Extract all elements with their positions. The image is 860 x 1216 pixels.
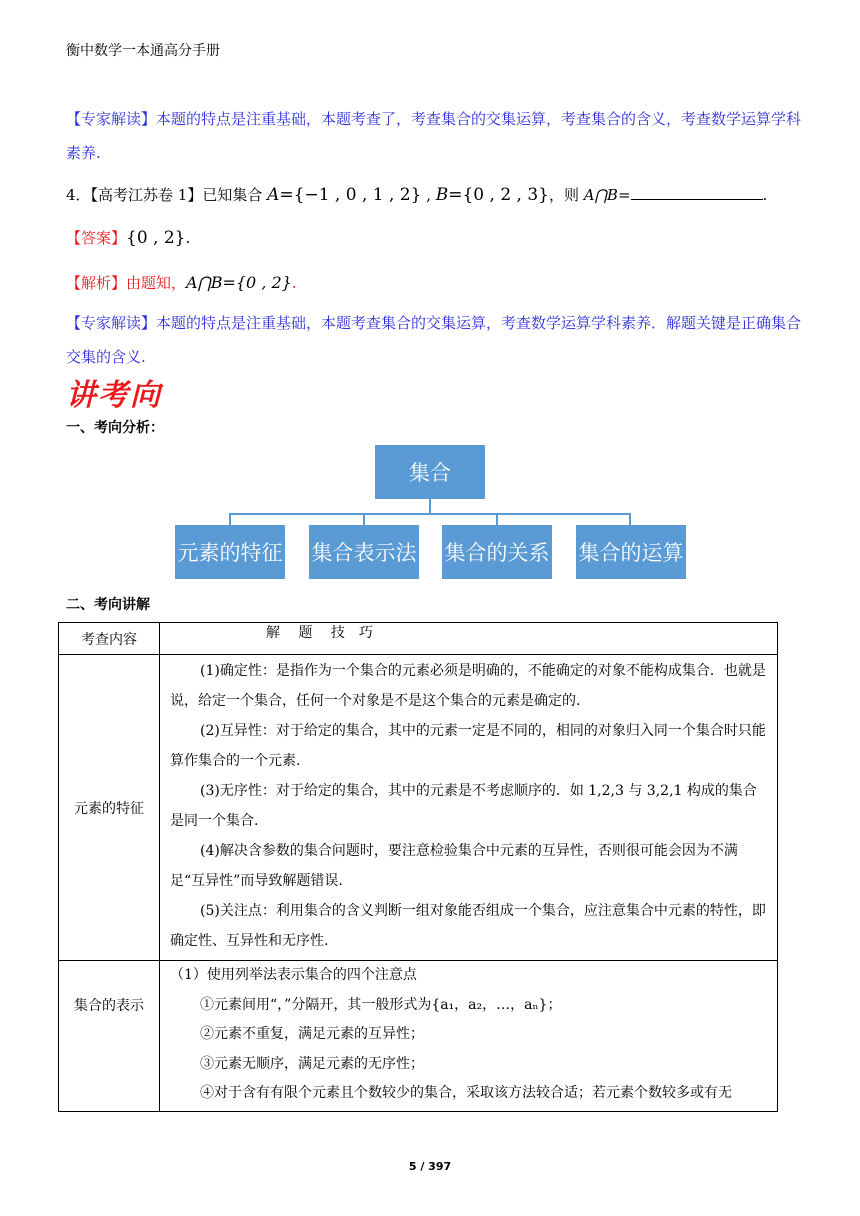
answer-blank <box>631 185 763 200</box>
technique-line: (1)确定性：是指作为一个集合的元素必须是明确的，不能确定的对象不能构成集合．也就是说，给定一个集合，任何一个对象是不是这个集合的元素是确定的. <box>170 663 766 709</box>
table-row <box>59 961 778 1112</box>
expert-note-2 <box>66 306 802 374</box>
technique-table <box>58 622 778 1112</box>
row-content-set-notation <box>160 961 778 1112</box>
answer-end: . <box>185 229 191 247</box>
diagram-node-set-operations: 集合的运算 <box>576 525 686 579</box>
analysis-tag: 【解析】 <box>66 274 127 292</box>
diagram-node-set-relations: 集合的关系 <box>442 525 552 579</box>
page-number: 5 / 397 <box>408 1160 452 1173</box>
section-title-explanation: 二、考向讲解 <box>66 597 150 613</box>
diagram-node-set-notation: 集合表示法 <box>309 525 419 579</box>
set-a-elements: ={−1 , 0 , 1 , 2} <box>279 185 422 205</box>
diagram-connector <box>629 513 631 525</box>
technique-line: (4)解决含参数的集合问题时，要注意检验集合中元素的互异性，否则很可能会因为不满足“互异性”而导致解题错误. <box>170 843 738 889</box>
diagram-connector <box>429 499 431 513</box>
answer-line <box>66 221 802 255</box>
technique-line: (2)互异性：对于给定的集合，其中的元素一定是不同的，相同的对象归入同一个集合时只能算作集合的一个元素. <box>170 723 766 769</box>
expert-note-1 <box>66 102 802 170</box>
expert-note-tag: 【专家解读】 <box>66 110 157 128</box>
diagram-connector <box>496 513 498 525</box>
technique-line: (3)无序性：对于给定的集合，其中的元素是不考虑顺序的．如 1,2,3 与 3,2,1 构成的集合是同一个集合. <box>170 783 757 829</box>
set-b-elements: ={0 , 2 , 3} <box>448 185 549 205</box>
question-separator: , <box>421 186 436 204</box>
technique-line: ②元素不重复，满足元素的互异性； <box>200 1026 424 1042</box>
question-prefix: 4．【高考江苏卷 1】已知集合 <box>66 186 268 204</box>
diagram-connector <box>229 513 231 525</box>
set-b-name: B <box>435 185 449 205</box>
technique-line: (5)关注点：利用集合的含义判断一组对象能否组成一个集合，应注意集合中元素的特性，即确定性、互异性和无序性. <box>170 903 766 949</box>
technique-line: ①元素间用“，”分隔开，其一般形式为{a₁，a₂，…，aₙ}； <box>200 996 562 1013</box>
answer-tag: 【答案】 <box>66 229 127 247</box>
technique-line: （1）使用列举法表示集合的四个注意点 <box>170 967 417 983</box>
set-a-name: A <box>267 185 280 205</box>
page-header: 衡中数学一本通高分手册 <box>66 43 220 59</box>
section-title-analysis: 一、考向分析： <box>66 420 164 436</box>
analysis-line <box>66 266 802 300</box>
analysis-end: . <box>291 274 297 292</box>
diagram-connector <box>363 513 365 525</box>
section-logo: 讲考向 <box>66 378 162 413</box>
question-4 <box>66 178 802 212</box>
diagram-connector <box>229 513 631 515</box>
row-content-element-features <box>160 655 778 961</box>
question-end: . <box>762 186 768 204</box>
table-header-topic: 考查内容 <box>59 623 160 655</box>
analysis-expr: A⋂B={0 , 2} <box>186 273 292 292</box>
expert-note-text: 本题的特点是注重基础，本题考查了，考查集合的交集运算，考查集合的含义，考查数学运算学科素养. <box>66 110 802 162</box>
analysis-text: 由题知， <box>126 274 187 292</box>
question-mid: ，则 <box>549 186 584 204</box>
expert-note-text: 本题的特点是注重基础，本题考查集合的交集运算，考查数学运算学科素养．解题关键是正确集合交集的含义. <box>66 314 802 366</box>
table-row <box>59 655 778 961</box>
diagram-node-element-features: 元素的特征 <box>175 525 285 579</box>
technique-line: ③元素无顺序，满足元素的无序性； <box>200 1055 424 1072</box>
table-header-technique: 解 题 技 巧 <box>160 623 778 655</box>
row-label-element-features: 元素的特征 <box>59 655 160 961</box>
answer-value: {0 , 2} <box>126 228 186 248</box>
diagram-root-node: 集合 <box>375 445 485 499</box>
row-label-set-notation: 集合的表示 <box>59 961 160 1112</box>
expert-note-tag: 【专家解读】 <box>66 314 157 332</box>
technique-line: ④对于含有有限个元素且个数较少的集合，采取该方法较合适；若元素个数较多或有无 <box>200 1085 732 1101</box>
intersection-expr: A⋂B= <box>583 186 631 204</box>
table-header-row <box>59 623 778 655</box>
